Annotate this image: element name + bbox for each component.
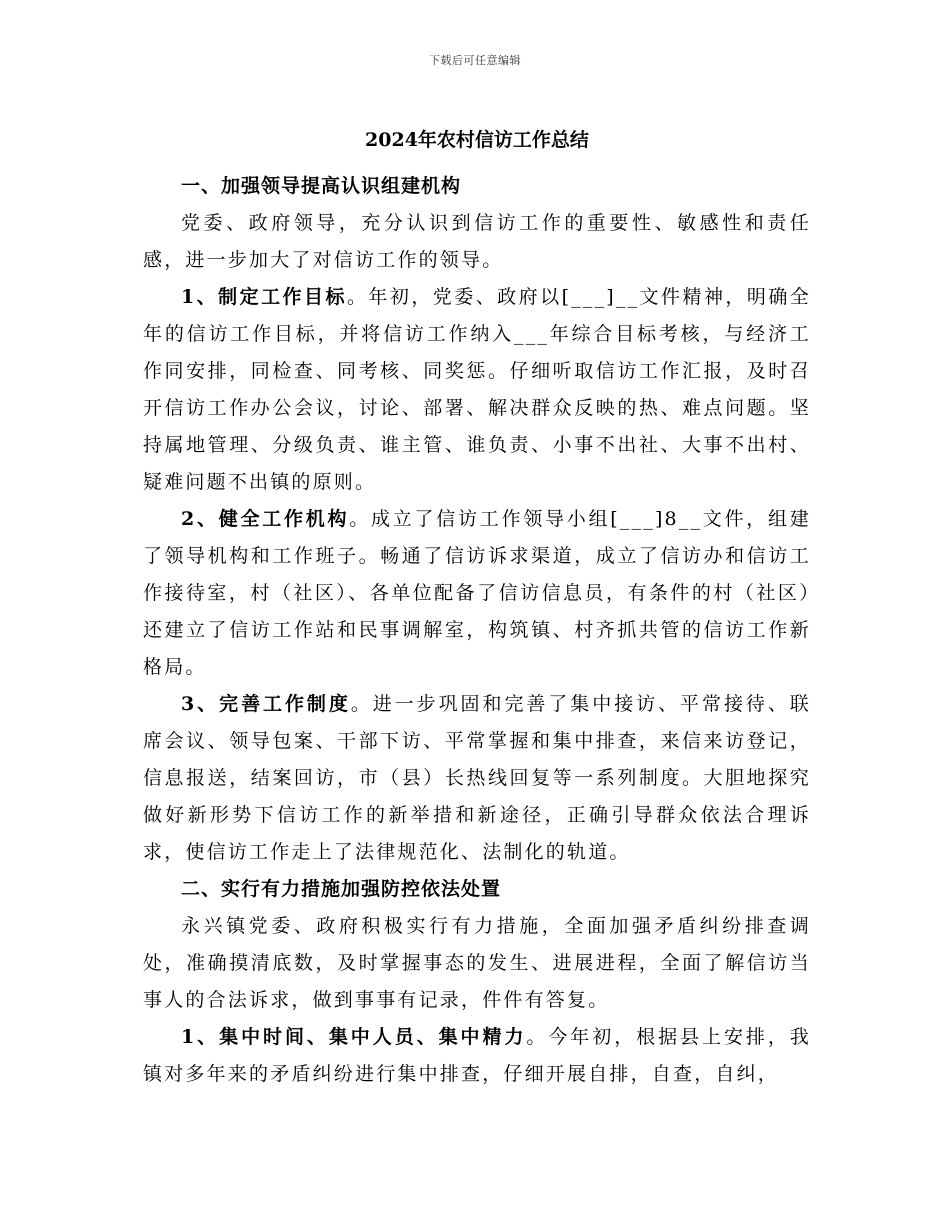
section1-heading: 一、加强领导提高认识组建机构 — [181, 175, 462, 197]
section1-item1-text: 。年初，党委、政府以[___]__文件精神，明确全年的信访工作目标，并将信访工作纳入___年综合目标考核，与经济工作同安排，同检查、同考核、同奖惩。仔细听取信访工作汇报，及时召开信访工作办公会议，讨论、部署、解决群众反映的热、难点问题。坚持属地管理、分级负责、谁主管、谁负责、小事不出社、大事不出村、疑难问题不出镇的原则。 — [143, 286, 812, 493]
section1-item2 — [143, 501, 811, 686]
section1-intro: 党委、政府领导，充分认识到信访工作的重要性、敏感性和责任感，进一步加大了对信访工作的领导。 — [143, 212, 811, 271]
page-header-note: 下载后可任意编辑 — [429, 54, 521, 67]
section2-intro: 永兴镇党委、政府积极实行有力措施，全面加强矛盾纠纷排查调处，准确摸清底数，及时掌握事态的发生、进展进程，全面了解信访当事人的合法诉求，做到事事有记录，件件有答复。 — [143, 915, 811, 1011]
section2-item1-lead: 1、集中时间、集中人员、集中精力 — [181, 1026, 527, 1048]
section1-item3 — [143, 686, 811, 871]
section1-item3-lead: 3、完善工作制度 — [181, 693, 351, 715]
section1-item2-text: 。成立了信访工作领导小组[___]8__文件，组建了领导机构和工作班子。畅通了信访诉求渠道，成立了信访办和信访工作接待室，村（社区）、各单位配备了信访信息员，有条件的村（社区）还建立了信访工作站和民事调解室，构筑镇、村齐抓共管的信访工作新格局。 — [143, 508, 811, 678]
section2-item1-text: 。今年初，根据县上安排，我镇对多年来的矛盾纠纷进行集中排查，仔细开展自排，自查，自纠， — [143, 1026, 811, 1085]
section2-heading: 二、实行有力措施加强防控依法处置 — [181, 878, 502, 900]
section1-item1 — [143, 279, 811, 501]
section2-item1 — [143, 1019, 811, 1093]
document-title: 2024年农村信访工作总结 — [365, 129, 589, 151]
section1-item1-lead: 1、制定工作目标 — [181, 286, 347, 308]
section1-item3-text: 。进一步巩固和完善了集中接访、平常接待、联席会议、领导包案、干部下访、平常掌握和集中排查，来信来访登记，信息报送，结案回访，市（县）长热线回复等一系列制度。大胆地探究做好新形势下信访工作的新举措和新途径，正确引导群众依法合理诉求，使信访工作走上了法律规范化、法制化的轨道。 — [143, 693, 811, 863]
section1-item2-lead: 2、健全工作机构 — [181, 508, 350, 530]
document-body — [143, 120, 811, 1093]
